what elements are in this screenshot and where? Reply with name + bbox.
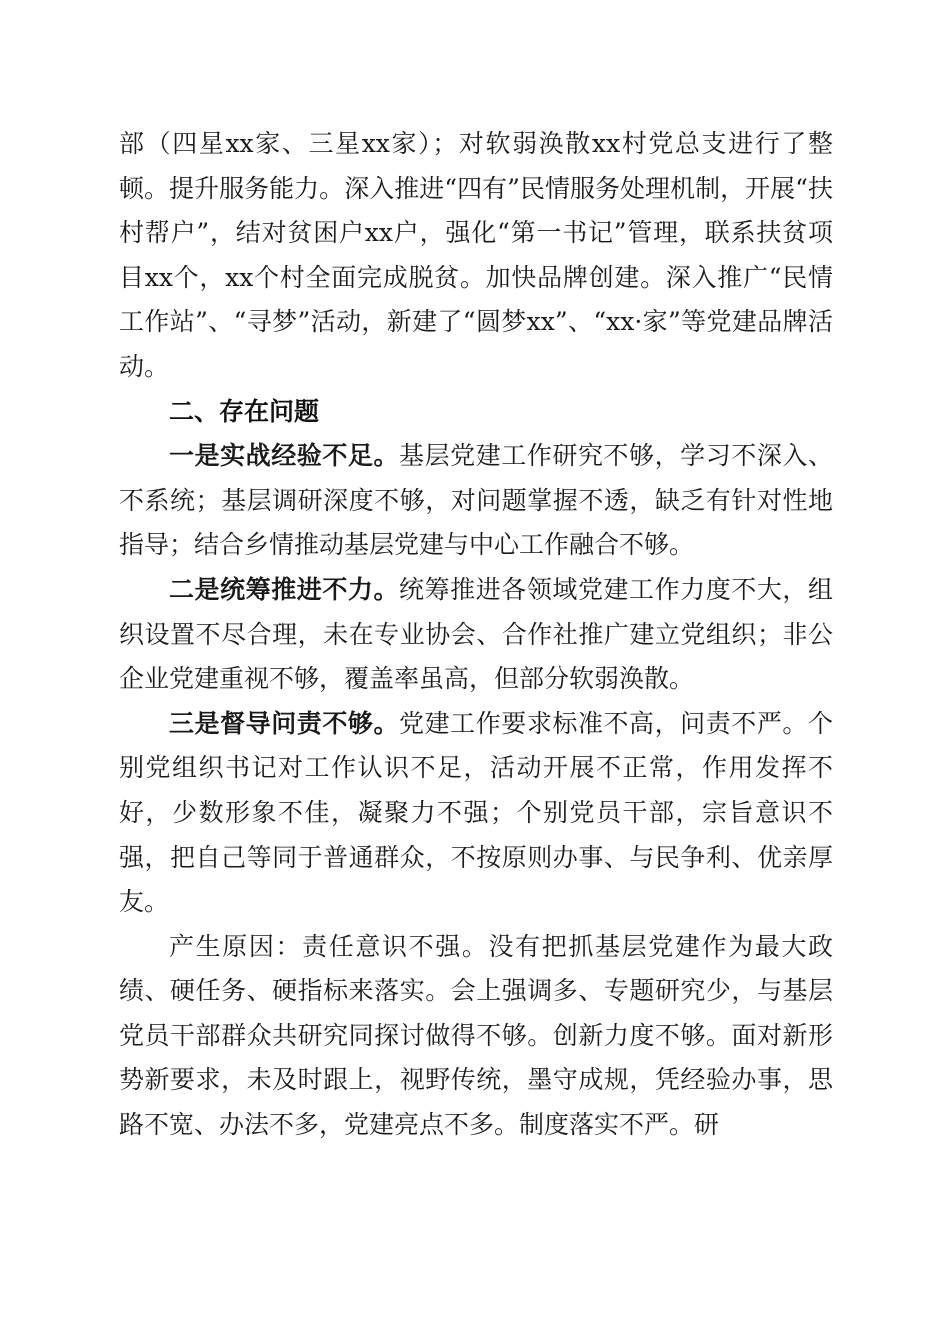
problem-text-1: 基层党建工作研究不够，学习不深入、不系统；基层调研深度不够，对问题掌握不透，缺乏有针对性地指导；结合乡情推动基层党建与中心工作融合不够。 <box>119 441 833 560</box>
problem-paragraph-2 <box>119 568 833 702</box>
problem-text-2: 统筹推进各领域党建工作力度不大，组织设置不尽合理，未在专业协会、合作社推广建立党组织；非公企业党建重视不够，覆盖率虽高，但部分软弱涣散。 <box>119 574 833 694</box>
problem-paragraph-3 <box>119 702 833 925</box>
cause-paragraph: 产生原因：责任意识不强。没有把抓基层党建作为最大政绩、硬任务、硬指标来落实。会上强调多、专题研究少，与基层党员干部群众共研究同探讨做得不够。创新力度不够。面对新形势新要求，未及时跟上，视野传统，墨守成规，凭经验办事，思路不宽、办法不多，党建亮点不多。制度落实不严。研 <box>119 931 833 1140</box>
problem-lead-3: 三是督导问责不够。 <box>169 708 400 738</box>
section-heading: 二、存在问题 <box>169 396 320 426</box>
document-body <box>119 122 833 1148</box>
problem-lead-2: 二是统筹推进不力。 <box>169 574 400 604</box>
problem-paragraph-1 <box>119 434 833 568</box>
intro-paragraph: 部（四星xx家、三星xx家）；对软弱涣散xx村党总支进行了整顿。提升服务能力。深入推进“四有”民情服务处理机制，开展“扶村帮户”，结对贫困户xx户，强化“第一书记”管理，联系扶贫项目xx个，xx个村全面完成脱贫。加快品牌创建。深入推广“民情工作站”、“寻梦”活动，新建了“圆梦xx”、“xx·家”等党建品牌活动。 <box>119 129 833 381</box>
problem-text-3: 党建工作要求标准不高，问责不严。个别党组织书记对工作认识不足，活动开展不正常，作用发挥不好，少数形象不佳，凝聚力不强；个别党员干部，宗旨意识不强，把自己等同于普通群众，不按原则办事、与民争利、优亲厚友。 <box>119 708 833 917</box>
problem-lead-1: 一是实战经验不足。 <box>169 441 400 471</box>
